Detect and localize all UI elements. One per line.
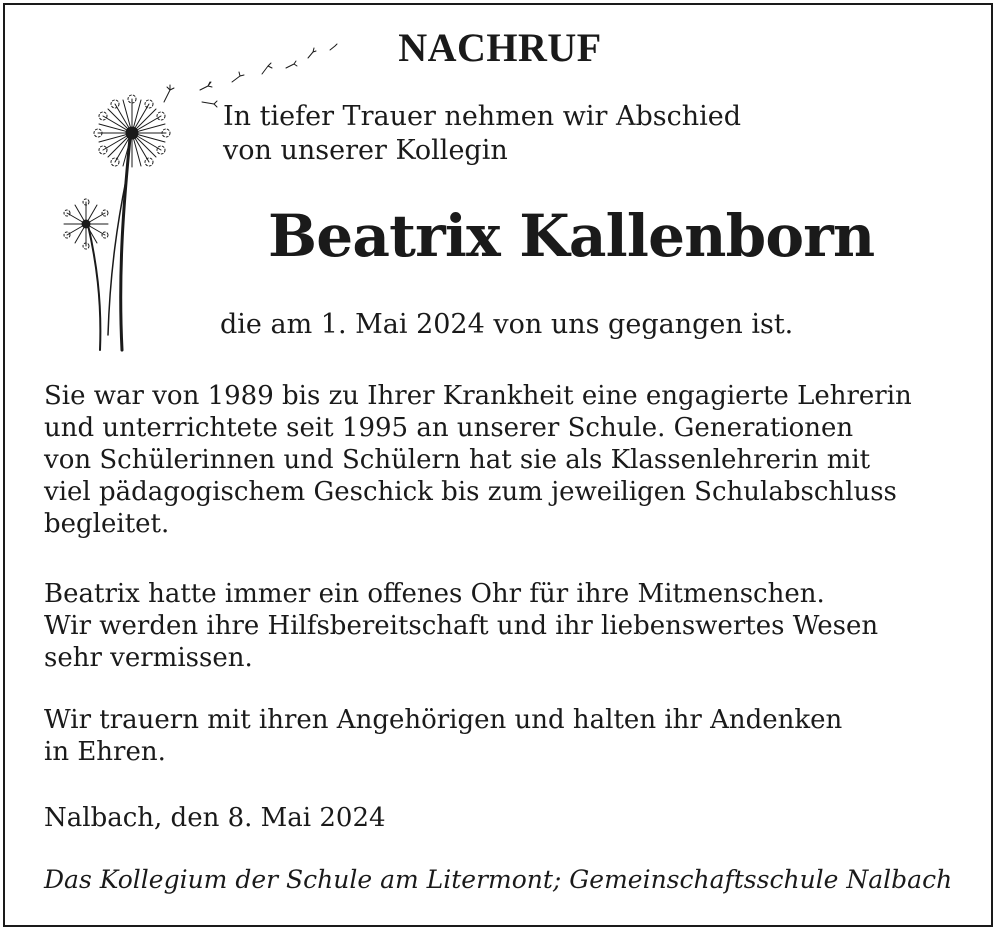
signature-line: Das Kollegium der Schule am Litermont; Gemeinschaftsschule Nalbach bbox=[44, 865, 953, 894]
deceased-name: Beatrix Kallenborn bbox=[268, 202, 875, 270]
date-of-death-line: die am 1. Mai 2024 von uns gegangen ist. bbox=[220, 309, 794, 340]
obituary-heading: NACHRUF bbox=[398, 25, 602, 70]
tribute-paragraph: Sie war von 1989 bis zu Ihrer Krankheit eine engagierte Lehrerin und unterrichtete seit 1995 an unserer Schule. Generationen von Schülerinnen und Schülern hat sie als Klassenlehrerin mit viel pädagogischem Geschick bis zum jeweiligen Schulabschluss begleitet. bbox=[44, 381, 912, 539]
place-and-date: Nalbach, den 8. Mai 2024 bbox=[44, 803, 386, 833]
intro-text: In tiefer Trauer nehmen wir Abschied von unserer Kollegin bbox=[223, 101, 742, 166]
tribute-paragraph: Wir trauern mit ihren Angehörigen und halten ihr Andenken in Ehren. bbox=[44, 705, 843, 767]
tribute-paragraph: Beatrix hatte immer ein offenes Ohr für ihre Mitmenschen. Wir werden ihre Hilfsbereitschaft und ihr liebenswertes Wesen sehr vermissen. bbox=[44, 579, 879, 673]
